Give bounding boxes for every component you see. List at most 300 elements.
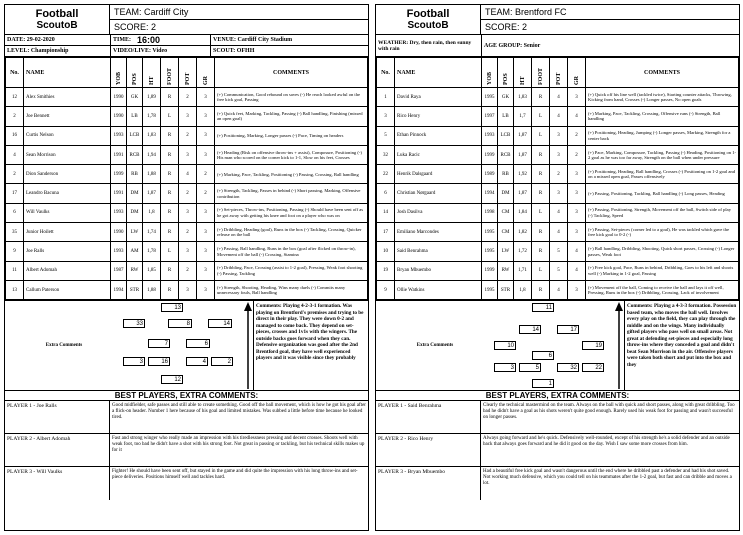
best-player-name: PLAYER 2 - Rico Henry [376,434,481,466]
best-player-row [5,401,368,434]
player-row [377,107,739,126]
logo-line1: Football [35,7,79,20]
player-row [377,280,739,299]
player-position: DM [127,184,143,203]
player-name: Christian Nørgaard [395,184,482,203]
best-player-text: Clearly the technical mastermind on the team. Always on the ball with quick and short passes, along with great dribbling. Too bad he didn't have a goal as his shots weren't quite good enough. Rarely used his weak foot for passing and wasn't successful on longer passes. [483,403,735,421]
player-grade: 3 [197,145,215,164]
player-position: RCB [498,145,514,164]
player-grade: 4 [568,242,586,261]
table-header-row [377,58,739,88]
col-name: NAME [24,58,111,88]
player-yob: 1995 [482,280,498,299]
player-height: 1,88 [143,280,161,299]
team-score: SCORE: 2 [485,22,528,32]
player-yob: 1991 [111,145,127,164]
player-number: 6 [377,184,395,203]
player-position: LCB [127,126,143,145]
player-height: 1,78 [143,107,161,126]
formation-pos: 22 [582,363,604,372]
player-foot: L [532,107,550,126]
player-grade: 2 [568,145,586,164]
best-player-row [376,434,739,467]
player-grade: 3 [197,203,215,222]
player-yob: 1997 [482,107,498,126]
players-table [376,57,739,300]
player-comment: (+) Communication, Good rebound on saves (-) He reach looked awful on the free kick goal, Passing [215,88,368,107]
time: TIME: 16:00 [110,35,210,45]
player-position: DM [498,184,514,203]
player-yob: 1998 [482,203,498,222]
player-position: LCB [498,126,514,145]
logo-line2: ScoutoB [407,19,449,31]
player-height: 1,87 [143,184,161,203]
player-foot: R [161,203,179,222]
player-height: 1,92 [514,165,532,184]
player-grade: 3 [568,280,586,299]
player-yob: 1999 [111,165,127,184]
player-grade: 3 [568,88,586,107]
player-row [6,165,368,184]
player-potential: 5 [550,242,568,261]
formation-pos: 8 [168,319,192,328]
player-name: Alex Smithies [24,88,111,107]
player-row [6,280,368,299]
best-player-text: Good midfielder, safe passes and still able to create something. Good off the ball movement, which is how he got his goal after a flick-on header. Number 1 here because of his goal and limited mistakes. Was subbed a little before time because he looked tired. [112,403,366,421]
team-name: TEAM: Cardiff City [110,5,368,20]
player-grade: 3 [197,126,215,145]
player-grade: 2 [568,126,586,145]
player-name: Junior Hoilett [24,223,111,242]
col-name: NAME [395,58,482,88]
player-number: 10 [377,242,395,261]
player-comment: (+) Marking, Pace, Tackling, Positioning (-) Passing, Crossing, Ball handling [215,165,368,184]
formation-pos: 14 [519,325,541,334]
player-foot: L [161,242,179,261]
formation-pos: 16 [148,357,170,366]
player-height: 1,89 [143,88,161,107]
player-name: Joe Bennett [24,107,111,126]
col-gr: GR [568,58,586,88]
player-yob: 1993 [111,126,127,145]
player-height: 1,94 [143,145,161,164]
player-foot: R [532,280,550,299]
player-number: 19 [377,261,395,280]
best-player-row [5,467,368,500]
player-comment: (+) Passing, Set-pieces (corner led to a goal), He was tackled which gave the free kick goal to 0-2 (-) [586,223,739,242]
player-foot: R [161,88,179,107]
player-number: 9 [6,242,24,261]
table-header-row [6,58,368,88]
player-position: LB [498,107,514,126]
player-comment: (+) Heading (Risk on offensive throw-ins + assist), Composure, Positioning (-) His man who scored on the corner kick to 1-1, Slow on his feet, Crosses [215,145,368,164]
player-name: Henrik Dalsgaard [395,165,482,184]
formation-pos: 3 [123,357,145,366]
player-position: GK [498,88,514,107]
player-grade: 3 [568,184,586,203]
weather: WEATHER: Dry, then rain, then sunny with rain [378,39,472,52]
sheet-header [376,5,739,35]
col-gr: GR [197,58,215,88]
player-potential: 2 [179,223,197,242]
player-height: 1,87 [514,184,532,203]
player-row [6,223,368,242]
player-row [377,126,739,145]
right-scout-sheet [375,4,740,531]
player-yob: 1995 [482,88,498,107]
player-row [6,242,368,261]
col-no: No. [377,58,395,88]
extra-comments-section [5,300,368,390]
player-name: David Raya [395,88,482,107]
player-position: LW [127,223,143,242]
player-comment: (+) Set-pieces, Throw-ins, Positioning, Passing (-) Should have been sent off as he got away with getting his knee and foot on a player who was on [215,203,368,222]
player-name: Leandro Bacuna [24,184,111,203]
player-foot: R [532,184,550,203]
player-row [6,203,368,222]
player-position: CM [498,223,514,242]
player-grade: 3 [197,88,215,107]
player-height: 1,87 [514,145,532,164]
best-players-header: BEST PLAYERS, EXTRA COMMENTS: [376,390,739,401]
player-row [377,223,739,242]
player-foot: R [161,126,179,145]
col-comments: COMMENTS [586,58,739,88]
player-yob: 1999 [482,261,498,280]
player-comment: (+) Dribbling, Heading (goal), Runs in the box (-) Tackling, Crossing, Quicker release on the ball [215,223,368,242]
player-number: 13 [6,280,24,299]
player-position: RB [127,165,143,184]
col-pot: POT [550,58,568,88]
player-grade: 3 [568,203,586,222]
player-foot: R [532,223,550,242]
player-number: 32 [377,145,395,164]
formation-pos: 12 [161,375,183,384]
player-foot: R [532,88,550,107]
video-live: VIDEO/LIVE: Video [110,46,210,56]
col-pot: POT [179,58,197,88]
player-height: 1,82 [514,223,532,242]
player-number: 9 [377,280,395,299]
info-row-2 [5,46,368,57]
player-yob: 1991 [111,184,127,203]
player-yob: 1993 [111,203,127,222]
extra-comments-text: Comments: Playing a 4-3-3 formation. Possession based team, who moves the ball well. Involves every play on the field, they can play through the middle and on the wings. Many individually gifted players who pass well on small areas. Not great at defending set-pieces and especially long throw-ins where they conceded a goal and didn't beat Sean Morrison in the air. Offensive players were taken both short and put into the box and they [624,301,739,390]
player-row [377,261,739,280]
player-name: Curtis Nelson [24,126,111,145]
player-yob: 1995 [482,242,498,261]
best-player-name: PLAYER 3 - Bryan Mbuembo [376,467,481,500]
best-player-name: PLAYER 1 - Joe Ralls [5,401,110,433]
player-foot: L [161,107,179,126]
formation-pos: 13 [161,303,183,312]
player-row [6,261,368,280]
player-height: 1,7 [514,107,532,126]
player-foot: R [161,261,179,280]
player-foot: L [532,203,550,222]
team-block [481,5,739,34]
best-player-row [376,401,739,434]
extra-comments-text: Comments: Playing 4-2-3-1 formation. Was playing on Brentford's premises and trying to be direct in their play. They were down 0-2 and managed to come back. They depend on set-pieces, crosses and 1v1s with the wingers. The outside backs goes forward when they can. Defensive organization was good after the 2nd Brentford goal, they have well experienced players and it was visible since they probably [253,301,368,390]
extra-comments-label: Extra Comments [45,343,83,349]
player-yob: 1994 [111,280,127,299]
player-comment: (+) Positioning, Marking, Longer passes (-) Pace, Timing on headers [215,126,368,145]
player-foot: R [161,223,179,242]
player-height: 1,72 [514,242,532,261]
team-name: TEAM: Brentford FC [481,5,739,20]
player-potential: 3 [550,184,568,203]
player-grade: 3 [568,223,586,242]
best-player-name: PLAYER 1 - Said Benrahma [376,401,481,433]
player-name: Sean Morrison [24,145,111,164]
player-name: Will Vaulks [24,203,111,222]
player-height: 1,85 [143,261,161,280]
player-potential: 3 [179,242,197,261]
formation-pos: 5 [519,363,541,372]
player-row [6,126,368,145]
player-number: 14 [377,203,395,222]
player-foot: R [532,145,550,164]
player-foot: R [161,280,179,299]
player-position: RCB [127,145,143,164]
player-row [377,184,739,203]
player-grade: 3 [568,165,586,184]
player-grade: 3 [197,242,215,261]
player-position: DM [127,203,143,222]
up-arrow-icon [614,301,624,391]
scout: SCOUT: OFHH [210,46,368,56]
player-row [377,203,739,222]
formation-pos: 6 [532,351,554,360]
players-table [5,57,368,300]
player-height: 1,87 [514,126,532,145]
player-foot: R [532,242,550,261]
player-potential: 2 [179,126,197,145]
player-name: Ethan Pinnock [395,126,482,145]
player-potential: 4 [550,280,568,299]
player-height: 1,8 [514,280,532,299]
player-name: Bryan Mbuembo [395,261,482,280]
player-position: RB [498,165,514,184]
player-yob: 1989 [482,165,498,184]
player-foot: L [532,126,550,145]
player-number: 16 [6,126,24,145]
player-grade: 4 [568,107,586,126]
player-yob: 1990 [111,223,127,242]
player-comment: (+) Strength, Tackling, Passes in behind (-) Short passing, Marking, Offensive contribution [215,184,368,203]
formation-pos: 32 [557,363,579,372]
formation-pos: 11 [532,303,554,312]
player-yob: 1990 [111,107,127,126]
age-group: AGE GROUP: Senior [481,35,739,56]
sheet-header [5,5,368,35]
player-potential: 2 [179,88,197,107]
best-player-text: Had a beautiful free kick goal and wasn't dangerous until the end where he dribbled past a defender and had his shot saved. Not working much defensive, which you could tell on his teammates after the 1-2 goal, but fast and can dribble and moves a lot. [483,469,732,487]
player-height: 1,83 [514,88,532,107]
player-name: Dion Sanderson [24,165,111,184]
player-number: 17 [6,184,24,203]
player-potential: 3 [179,203,197,222]
player-grade: 4 [568,261,586,280]
col-foot: FOOT [161,58,179,88]
player-potential: 2 [550,165,568,184]
col-no: No. [6,58,24,88]
player-comment: (+) Marking, Pace, Tackling, Crossing, Offensive runs (-) Strength, Ball handling [586,107,739,126]
logo-line2: ScoutoB [36,19,78,31]
logo [376,5,481,34]
player-grade: 3 [197,261,215,280]
player-position: AM [127,242,143,261]
player-comment: (+) Passing, Positioning, Strength, Movement off the ball, Switch side of play (-) Tackling, Speed [586,203,739,222]
player-yob: 1993 [111,242,127,261]
player-comment: (+) Passing, Positioning, Tackling, Ball handling (-) Long passes, Heading [586,184,739,203]
player-comment: (+) Passing, Ball handling, Runs in the box (goal after flicked on throw-in), Movement off the ball (-) Crossing, Stamina [215,242,368,261]
player-foot: R [161,184,179,203]
formation-pos: 6 [186,339,210,348]
player-position: STR [127,280,143,299]
player-yob: 1993 [482,126,498,145]
player-number: 6 [6,203,24,222]
player-comment: (+) Quick feet, Marking, Tackling, Passing (-) Ball handling, Finishing (missed an open goal) [215,107,368,126]
player-height: 1,83 [143,126,161,145]
best-player-text: Fighter! He should have been sent off, but stayed in the game and did quite the impression with his long throw-ins and set-piece deliveries. Positions himself well and tackles hard. [112,469,358,481]
player-name: Luka Racic [395,145,482,164]
player-name: Joe Ralls [24,242,111,261]
player-comment: (+) Dribbling, Pace, Crossing (assist to 1-2 goal), Pressing, Weak foot shooting (-) Passing, Tackling [215,261,368,280]
player-potential: 4 [550,88,568,107]
best-player-row [5,434,368,467]
col-yob: YOB [111,58,127,88]
player-row [377,88,739,107]
player-number: 11 [6,261,24,280]
player-height: 1,78 [143,242,161,261]
best-player-name: PLAYER 3 - Will Vaulks [5,467,110,500]
extra-comments-label: Extra Comments [416,343,454,349]
player-potential: 5 [550,261,568,280]
team-block [110,5,368,34]
player-position: RW [127,261,143,280]
formation-diagram [494,301,614,390]
player-potential: 4 [550,203,568,222]
player-comment: (+) Quick off his line well (tackled twice), Starting counter attacks, Throwing, Kicking from hand, Crosses (-) Longer passes, No open goals [586,88,739,107]
col-foot: FOOT [532,58,550,88]
player-potential: 3 [179,107,197,126]
best-player-text: Always going forward and he's quick. Defensively well-rounded, except of his strength he's a solid defender and an outside back that always goes forward and he did it good on the day. Wish I saw some more crosses from him. [483,436,730,448]
player-potential: 3 [179,280,197,299]
col-pos: POS [498,58,514,88]
up-arrow-icon [243,301,253,391]
player-comment: (+) Free kick goal, Pace, Runs in behind, Dribbling, Goes to his left and shoots well (-) Marking in 1-2 goal, Passing [586,261,739,280]
player-position: GK [127,88,143,107]
info-row-weather [376,35,739,57]
player-potential: 3 [550,145,568,164]
player-position: STR [498,280,514,299]
player-comment: (+) Pace, Marking, Composure, Tackling, Passing (-) Heading, Positioning on 1-2 goal as he was too far away, Strength on the ball when under pressure [586,145,739,164]
best-players-header: BEST PLAYERS, EXTRA COMMENTS: [5,390,368,401]
player-number: 2 [6,107,24,126]
player-position: CM [498,203,514,222]
player-potential: 3 [179,145,197,164]
logo [5,5,110,34]
player-number: 4 [6,145,24,164]
player-row [6,107,368,126]
player-comment: (+) Positioning, Heading, Jumping (-) Longer passes, Marking, Strength for a center back [586,126,739,145]
player-number: 17 [377,223,395,242]
player-position: RW [498,261,514,280]
player-number: 12 [6,88,24,107]
formation-pos: 14 [208,319,232,328]
player-comment: (+) Positioning, Heading, Ball handling, Crosses (-) Positioning on 1-2 goal and on a missed open goal, Passes offensively [586,165,739,184]
formation-pos: 7 [148,339,170,348]
player-potential: 3 [550,126,568,145]
best-player-row [376,467,739,500]
team-score: SCORE: 2 [114,22,157,32]
extra-comments-section [376,300,739,390]
formation-pos: 4 [186,357,208,366]
player-grade: 2 [197,165,215,184]
player-foot: R [161,165,179,184]
player-height: 1,8 [143,203,161,222]
col-ht: HT [514,58,532,88]
col-comments: COMMENTS [215,58,368,88]
player-position: LW [498,242,514,261]
formation-diagram [123,301,243,390]
player-name: Josh Dasilva [395,203,482,222]
direction-arrow [614,301,624,390]
best-player-name: PLAYER 2 - Albert Adomah [5,434,110,466]
best-players-list [5,401,368,500]
col-pos: POS [127,58,143,88]
player-row [6,184,368,203]
player-name: Albert Adomah [24,261,111,280]
player-potential: 2 [179,261,197,280]
formation-pos: 33 [123,319,145,328]
player-potential: 4 [550,223,568,242]
date: DATE: 29-02-2020 [7,37,55,43]
logo-line1: Football [406,7,450,20]
formation-pos: 10 [494,341,516,350]
player-potential: 4 [179,165,197,184]
player-grade: 3 [197,280,215,299]
col-ht: HT [143,58,161,88]
player-row [6,145,368,164]
player-position: LB [127,107,143,126]
player-name: Said Benrahma [395,242,482,261]
player-number: 1 [377,88,395,107]
formation-pos: 3 [494,363,516,372]
player-comment: (+) Ball handling, Dribbling, Shooting, Quick short passes, Crossing (-) Longer passes, Weak foot [586,242,739,261]
direction-arrow [243,301,253,390]
level: LEVEL: Championship [7,48,69,54]
player-row [377,145,739,164]
best-players-list [376,401,739,500]
col-yob: YOB [482,58,498,88]
player-foot: R [532,165,550,184]
formation-pos: 2 [211,357,233,366]
player-number: 3 [377,107,395,126]
player-grade: 3 [197,223,215,242]
player-number: 22 [377,165,395,184]
player-number: 2 [6,165,24,184]
player-number: 35 [6,223,24,242]
formation-pos: 1 [532,379,554,388]
player-yob: 1990 [111,88,127,107]
player-comment: (+) Strength, Shooting, Heading, Wins many duels (-) Commits many unnecessary fouls, Ball handling [215,280,368,299]
player-number: 5 [377,126,395,145]
best-player-text: Fast and strong winger who really made an impression with his tiredlessness pressing and decent crosses. Shoots well with weak foot, too bad he didn't have a shot with his strong foot. Not great in passing or tackling, but his technical skills makes up for it [112,436,365,454]
player-height: 1,84 [514,203,532,222]
player-name: Emiliano Marcondes [395,223,482,242]
